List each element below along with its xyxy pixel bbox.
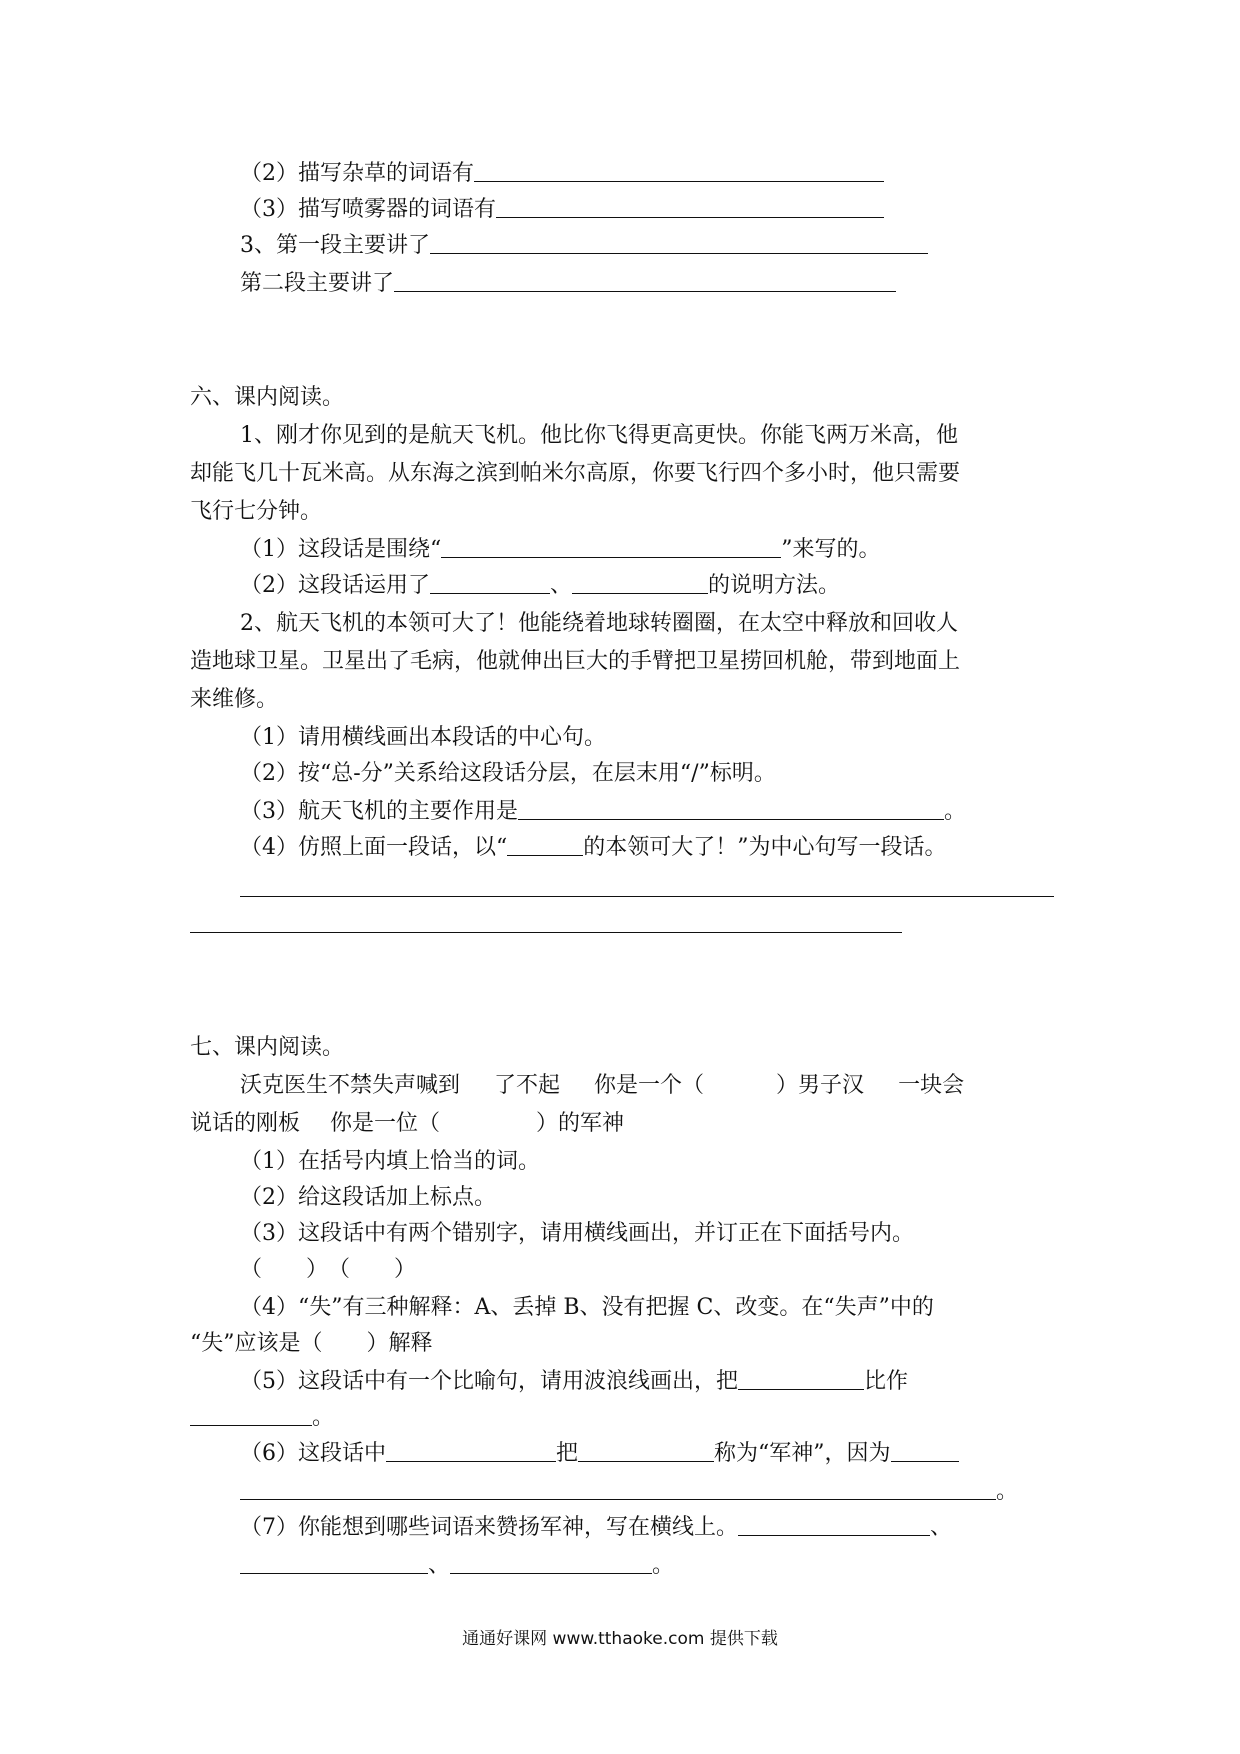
answer-blank[interactable] <box>450 1553 652 1574</box>
s7-q5-line: （5）这段话中有一个比喻句，请用波浪线画出，把 比作 <box>240 1369 909 1394</box>
answer-blank[interactable] <box>572 573 708 594</box>
s5-q5-line: 第二段主要讲了 <box>240 270 896 298</box>
answer-blank[interactable] <box>474 161 884 182</box>
writing-line[interactable] <box>190 932 902 933</box>
s6-p2-l3: 来维修。 <box>190 687 279 712</box>
s6-heading: 六、课内阅读。 <box>190 385 345 410</box>
answer-blank[interactable] <box>386 1441 556 1462</box>
answer-blank[interactable] <box>430 233 928 254</box>
answer-blank[interactable] <box>738 1515 930 1536</box>
s6-q6-line: （4）仿照上面一段话，以“ 的本领可大了！”为中心句写一段话。 <box>240 835 947 860</box>
answer-blank[interactable] <box>394 271 896 292</box>
s7-q3-parens[interactable]: （ ） （ ） <box>240 1257 417 1282</box>
s7-q2-line: （2）给这段话加上标点。 <box>240 1185 496 1210</box>
s6-p1-l2: 却能飞几十瓦米高。从东海之滨到帕米尔高原，你要飞行四个多小时，他只需要 <box>190 461 961 486</box>
s7-q3-line: （3）这段话中有两个错别字，请用横线画出，并订正在下面括号内。 <box>240 1221 914 1246</box>
writing-line[interactable] <box>240 896 1054 897</box>
s5-q2-line: （2）描写杂草的词语有 <box>240 160 884 188</box>
s6-p1-l1: 1、刚才你见到的是航天飞机。他比你飞得更高更快。你能飞两万米高，他 <box>240 423 958 448</box>
answer-blank[interactable] <box>891 1441 959 1462</box>
s6-q5-line: （3）航天飞机的主要作用是 。 <box>240 799 967 824</box>
s7-passage-l1: 沃克医生不禁失声喊到 了不起 你是一个（ ）男子汉 一块会 <box>240 1073 965 1098</box>
s7-q4-l2: “失”应该是（ ）解释 <box>190 1331 433 1356</box>
s7-q1-line: （1）在括号内填上恰当的词。 <box>240 1149 540 1174</box>
s7-q5-l2: 。 <box>190 1404 334 1432</box>
page-footer: 通通好课网 www.tthaoke.com 提供下载 <box>462 1629 778 1649</box>
answer-blank[interactable] <box>496 197 884 218</box>
s6-q3-line: （1）请用横线画出本段话的中心句。 <box>240 725 606 750</box>
s7-q7-l2: 、 。 <box>240 1552 674 1580</box>
s6-q4-line: （2）按“总-分”关系给这段话分层，在层末用“/”标明。 <box>240 761 776 786</box>
s7-q6-l2: 。 <box>240 1478 1018 1506</box>
answer-blank[interactable] <box>507 835 583 856</box>
s7-q4-l1: （4）“失”有三种解释：A、丢掉 B、没有把握 C、改变。在“失声”中的 <box>240 1295 934 1320</box>
answer-blank[interactable] <box>441 537 781 558</box>
answer-blank[interactable] <box>518 799 944 820</box>
answer-blank[interactable] <box>738 1369 864 1390</box>
s6-q2-line: （2）这段话运用了 、 的说明方法。 <box>240 573 841 598</box>
s7-passage-l2: 说话的刚板 你是一位（ ）的军神 <box>190 1111 625 1136</box>
s6-p2-l1: 2、航天飞机的本领可大了！他能绕着地球转圈圈，在太空中释放和回收人 <box>240 611 958 636</box>
s6-q1-line: （1）这段话是围绕“ ”来写的。 <box>240 537 881 562</box>
answer-blank[interactable] <box>240 1479 996 1500</box>
s6-p2-l2: 造地球卫星。卫星出了毛病，他就伸出巨大的手臂把卫星捞回机舱，带到地面上 <box>190 649 961 674</box>
s6-p1-l3: 飞行七分钟。 <box>190 499 323 524</box>
answer-blank[interactable] <box>190 1405 312 1426</box>
answer-blank[interactable] <box>240 1553 428 1574</box>
s5-q3-line: （3）描写喷雾器的词语有 <box>240 196 884 224</box>
s7-q7-line: （7）你能想到哪些词语来赞扬军神，写在横线上。 、 <box>240 1515 953 1540</box>
answer-blank[interactable] <box>430 573 550 594</box>
s5-q4-line: 3、第一段主要讲了 <box>240 232 928 260</box>
s7-q6-line: （6）这段话中 把 称为“军神”，因为 <box>240 1440 959 1468</box>
s7-heading: 七、课内阅读。 <box>190 1035 345 1060</box>
answer-blank[interactable] <box>578 1441 714 1462</box>
